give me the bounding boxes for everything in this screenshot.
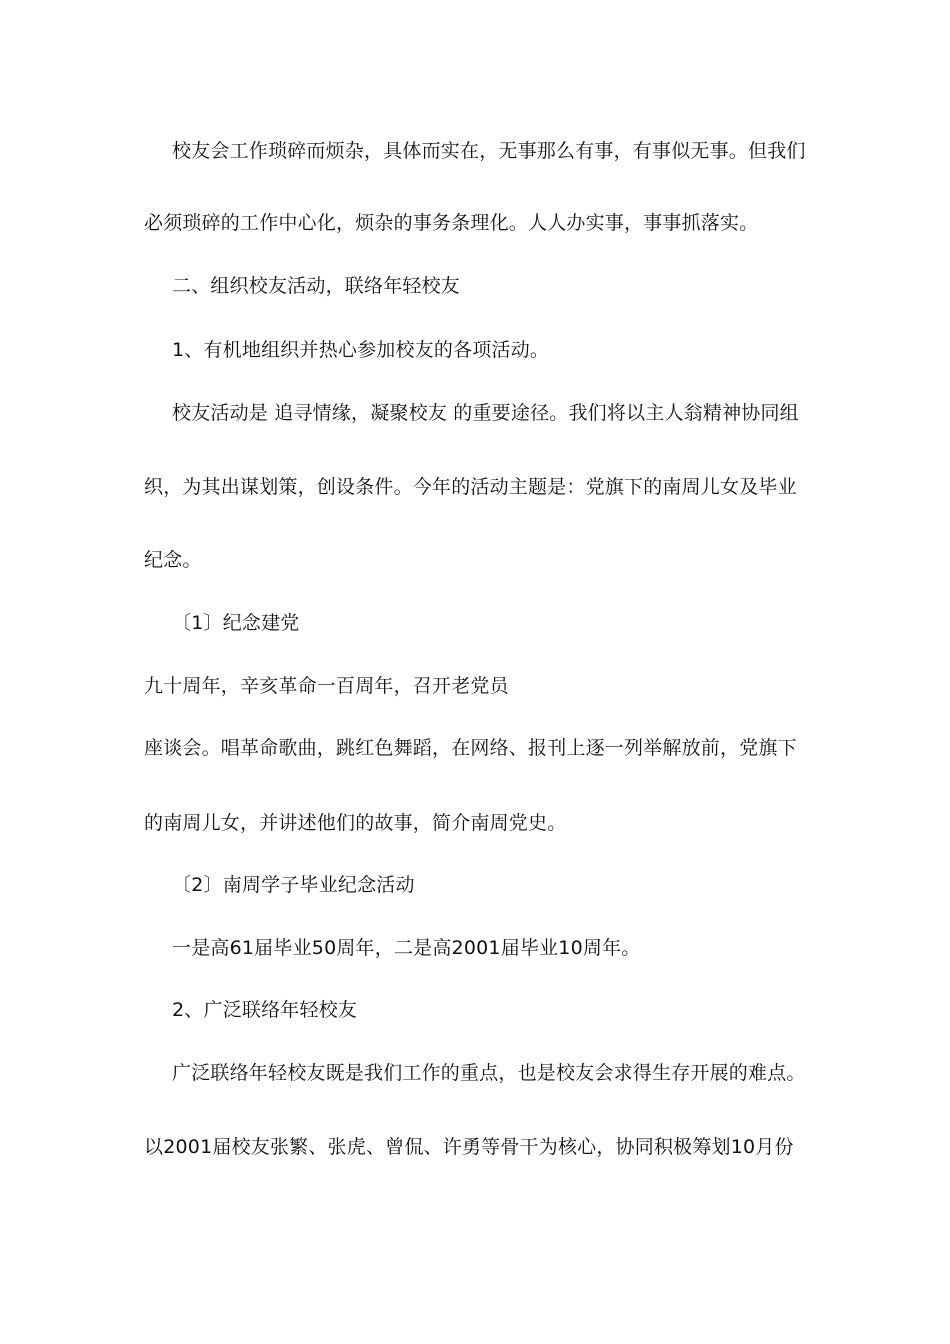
- list-item-heading: 〔1〕纪念建党: [172, 612, 300, 634]
- paragraph-line: 的南周儿女，并讲述他们的故事，简介南周党史。: [144, 812, 567, 834]
- paragraph-line: 以2001届校友张繁、张虎、曾侃、许勇等骨干为核心，协同积极筹划10月份: [144, 1136, 794, 1158]
- paragraph-line: 校友会工作琐碎而烦杂，具体而实在，无事那么有事，有事似无事。但我们: [172, 140, 806, 162]
- subsection-heading: 2、广泛联络年轻校友: [172, 999, 358, 1021]
- paragraph-line: 校友活动是 追寻情缘，凝聚校友 的重要途径。我们将以主人翁精神协同组: [172, 402, 799, 424]
- subsection-heading: 1、有机地组织并热心参加校友的各项活动。: [172, 339, 550, 361]
- paragraph-line: 座谈会。唱革命歌曲，跳红色舞蹈，在网络、报刊上逐一列举解放前，党旗下: [144, 737, 797, 759]
- section-heading: 二、组织校友活动，联络年轻校友: [172, 275, 461, 297]
- paragraph-line: 织，为其出谋划策，创设条件。今年的活动主题是：党旗下的南周儿女及毕业: [144, 476, 797, 498]
- paragraph-line: 纪念。: [144, 549, 202, 571]
- paragraph-line: 广泛联络年轻校友既是我们工作的重点，也是校友会求得生存开展的难点。: [172, 1062, 806, 1084]
- paragraph-line: 九十周年，辛亥革命一百周年，召开老党员: [144, 675, 509, 697]
- paragraph-line: 一是高61届毕业50周年，二是高2001届毕业10周年。: [172, 937, 641, 959]
- paragraph-line: 必须琐碎的工作中心化，烦杂的事务条理化。人人办实事，事事抓落实。: [144, 212, 759, 234]
- list-item-heading: 〔2〕南周学子毕业纪念活动: [172, 874, 415, 896]
